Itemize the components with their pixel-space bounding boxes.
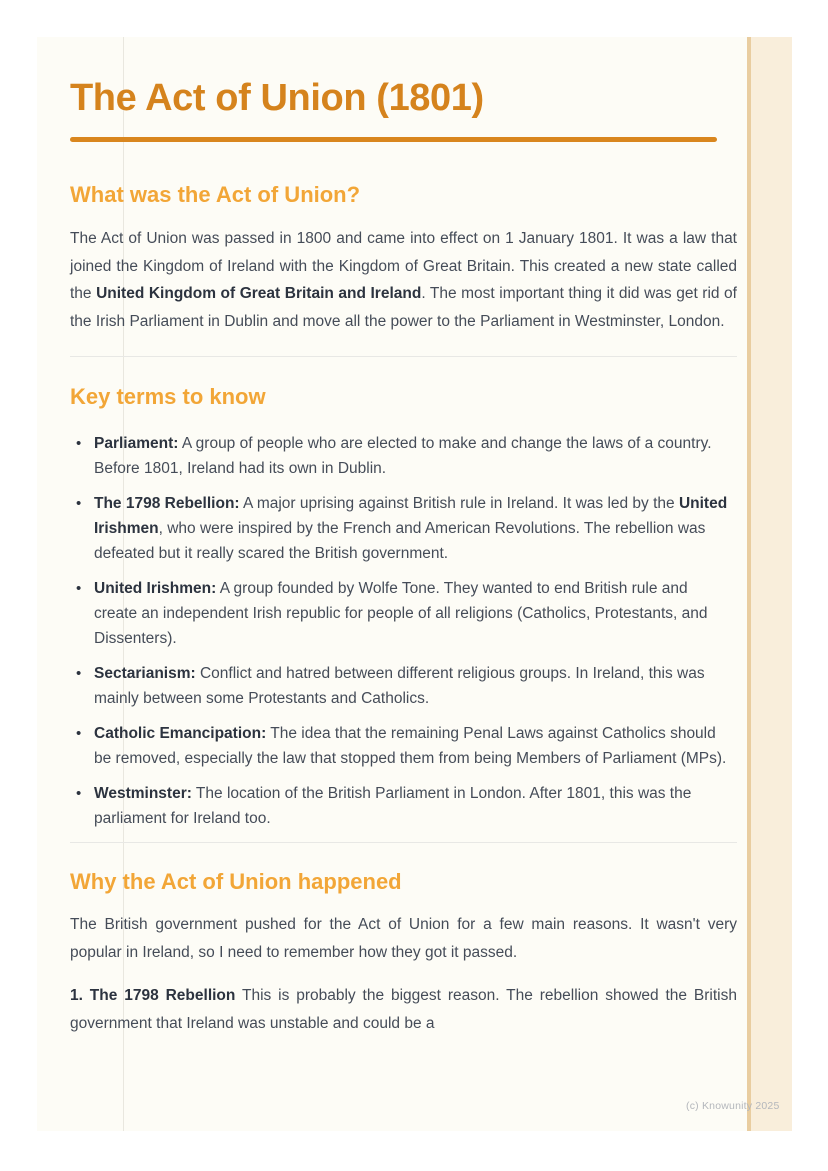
section-heading-why: Why the Act of Union happened <box>70 869 402 894</box>
list-item <box>70 661 730 711</box>
list-item <box>70 781 730 831</box>
section-divider <box>70 842 737 843</box>
list-item <box>70 576 730 651</box>
list-item-text: United Irishmen: A group founded by Wolfe Tone. They wanted to end British rule and create an independent Irish republic for people of all religions (Catholics, Protestants, and Dissenters). <box>94 580 708 647</box>
section-divider <box>70 356 737 357</box>
document-wrapper <box>37 37 792 1131</box>
list-item-text: Sectarianism: Conflict and hatred between different religious groups. In Ireland, this was mainly between some Protestants and Catholics. <box>94 665 705 707</box>
bullet-icon: • <box>76 580 82 597</box>
bullet-icon: • <box>76 665 82 682</box>
list-item-text: Westminster: The location of the British Parliament in London. After 1801, this was the parliament for Ireland too. <box>94 785 692 827</box>
page-title: The Act of Union (1801) <box>70 77 484 119</box>
bullet-icon: • <box>76 725 82 742</box>
document-card <box>37 37 747 1131</box>
list-item <box>70 721 730 771</box>
paragraph-why: The British government pushed for the Act of Union for a few main reasons. It wasn't very popular in Ireland, so I need to remember how they got it passed. <box>70 916 737 961</box>
title-underline <box>70 137 717 142</box>
list-item <box>70 431 730 481</box>
watermark: (c) Knowunity 2025 <box>686 1100 780 1112</box>
list-item-text: Catholic Emancipation: The idea that the remaining Penal Laws against Catholics should be removed, especially the law that stopped them from being Members of Parliament (MPs). <box>94 725 727 767</box>
accent-stripe <box>747 37 792 1131</box>
paragraph-reason-1: 1. The 1798 Rebellion This is probably the biggest reason. The rebellion showed the British government that Ireland was unstable and could be a <box>70 987 737 1032</box>
bullet-icon: • <box>76 495 82 512</box>
list-item-text: Parliament: A group of people who are elected to make and change the laws of a country. Before 1801, Ireland had its own in Dublin. <box>94 435 712 477</box>
list-item-text: The 1798 Rebellion: A major uprising against British rule in Ireland. It was led by the United Irishmen, who were inspired by the French and American Revolutions. The rebellion was defeated but it really scared the British government. <box>94 495 728 562</box>
section-heading-what: What was the Act of Union? <box>70 182 361 207</box>
paragraph-what: The Act of Union was passed in 1800 and came into effect on 1 January 1801. It was a law that joined the Kingdom of Ireland with the Kingdom of Great Britain. This created a new state called the United Kingdom of Great Britain and Ireland. The most important thing it did was get rid of the Irish Parliament in Dublin and move all the power to the Parliament in Westminster, London. <box>70 230 737 330</box>
key-terms-list <box>70 431 730 831</box>
bullet-icon: • <box>76 435 82 452</box>
list-item <box>70 491 730 566</box>
section-heading-key-terms: Key terms to know <box>70 384 266 409</box>
document-content <box>37 78 747 1037</box>
bullet-icon: • <box>76 785 82 802</box>
